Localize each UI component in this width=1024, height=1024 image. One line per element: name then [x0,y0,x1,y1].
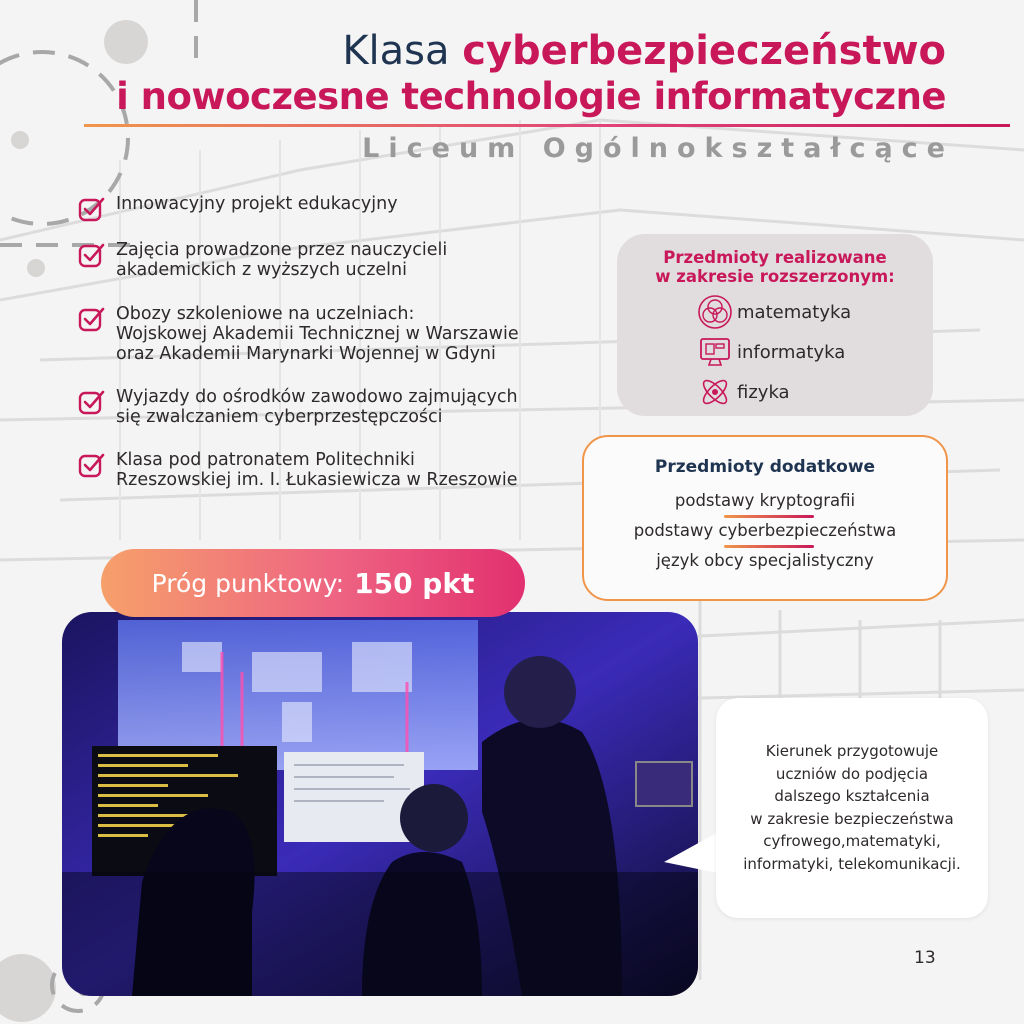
list-item [78,450,518,490]
list-item [78,304,519,364]
list-item-text: Wyjazdy do ośrodków zawodowo zajmujących się zwalczaniem cyberprzestępczości [116,387,518,427]
subject-label: fizyka [737,381,790,403]
threshold-label: Próg punktowy: [151,568,345,598]
threshold-value: 150 pkt [354,566,475,600]
check-icon [78,196,106,222]
additional-subject: podstawy cyberbezpieczeństwa [633,521,897,540]
subject-physics [697,374,790,410]
computer-icon [697,334,733,370]
additional-subjects-box [582,435,948,601]
title-plain: Klasa [342,28,463,74]
additional-subject: podstawy kryptografii [674,491,856,510]
subject-math [697,294,851,330]
list-item [78,387,518,427]
classroom-photo [62,612,698,996]
extended-subjects-heading: Przedmioty realizowane w zakresie rozszerzonym: [655,248,895,286]
list-item [78,194,398,222]
list-item-text: Innowacyjny projekt edukacyjny [116,194,398,214]
bubble-tail [664,830,724,874]
list-item-text: Obozy szkoleniowe na uczelniach: Wojskowej Akademii Technicznej w Warszawie oraz Akademii Marynarki Wojennej w Gdyni [116,304,519,364]
check-icon [78,452,106,478]
bubble-text: Kierunek przygotowuje uczniów do podjęcia dalszego kształcenia w zakresie bezpieczeństwa cyfrowego,matematyki, informatyki, telekomunikacji. [743,742,961,873]
page-number: 13 [914,948,936,968]
check-icon [78,306,106,332]
subject-informatics [697,334,845,370]
points-threshold-badge [101,549,525,617]
info-bubble [716,698,988,918]
list-item-text: Klasa pod patronatem Politechniki Rzeszowskiej im. I. Łukasiewicza w Rzeszowie [116,450,518,490]
divider [724,515,814,518]
subject-label: matematyka [737,301,852,323]
title-line-2: i nowoczesne technologie informatyczne [116,75,946,118]
subject-label: informatyka [737,341,846,363]
extended-subjects-box [617,234,933,416]
divider [724,545,814,548]
page-title [116,28,946,120]
venn-icon [697,294,733,330]
list-item [78,240,447,280]
atom-icon [697,374,733,410]
additional-subjects-heading: Przedmioty dodatkowe [654,457,876,477]
subtitle: Liceum Ogólnokształcące [362,133,954,164]
check-icon [78,389,106,415]
title-line-1 [116,28,946,74]
check-icon [78,242,106,268]
title-bold: cyberbezpieczeństwo [462,28,946,74]
title-underline [84,124,1010,127]
additional-subject: język obcy specjalistyczny [656,551,874,570]
list-item-text: Zajęcia prowadzone przez nauczycieli akademickich z wyższych uczelni [116,240,448,280]
